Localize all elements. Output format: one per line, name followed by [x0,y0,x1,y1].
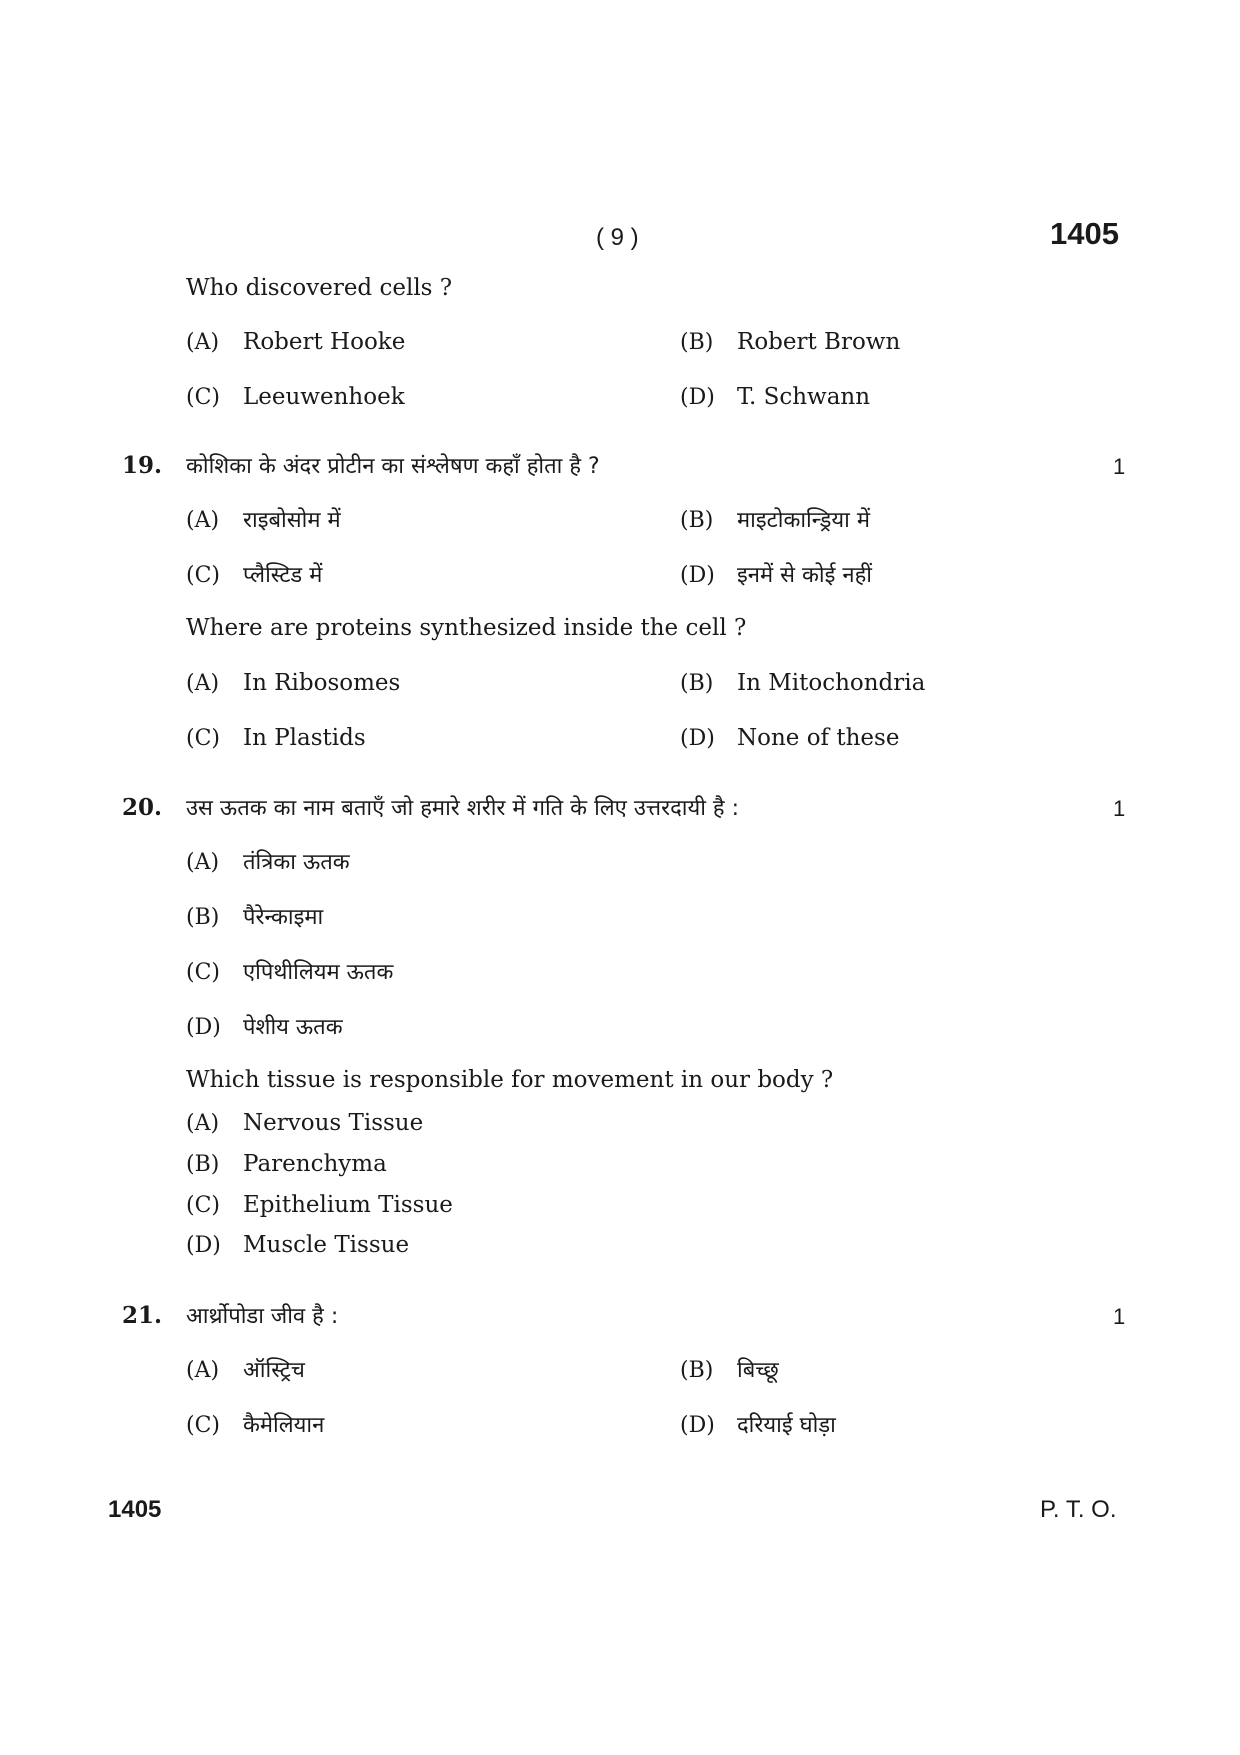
q20-hindi-option-c-label: (C) [186,960,220,985]
q18-english-question: Who discovered cells ? [186,275,453,301]
q19-hindi-option-d-text: इनमें से कोई नहीं [737,563,873,588]
page-number: ( 9 ) [596,224,639,251]
q21-hindi-option-c-label: (C) [186,1413,220,1438]
q20-hindi-question: उस ऊतक का नाम बताएँ जो हमारे शरीर में गति के लिए उत्तरदायी है : [186,796,740,821]
q18-option-a-text: Robert Hooke [243,329,406,355]
q19-marks: 1 [1113,454,1126,479]
q20-hindi-option-b-text: पैरेन्काइमा [243,905,324,930]
paper-code-header: 1405 [1050,216,1119,251]
q18-option-b-label: (B) [680,330,714,355]
q21-hindi-option-a-text: ऑस्ट्रिच [243,1358,305,1383]
q19-hindi-option-c-text: प्लैस्टिड में [243,563,323,588]
q19-hindi-option-a-text: राइबोसोम में [243,508,341,533]
q18-option-b-text: Robert Brown [737,329,901,355]
q20-hindi-option-b-label: (B) [186,905,220,930]
q19-english-option-b-label: (B) [680,671,714,696]
q19-hindi-option-b-text: माइटोकान्ड्रिया में [737,508,870,533]
q19-hindi-question: कोशिका के अंदर प्रोटीन का संश्लेषण कहाँ होता है ? [186,454,600,479]
q18-option-c-label: (C) [186,385,220,410]
q20-marks: 1 [1113,796,1126,821]
q20-hindi-option-c-text: एपिथीलियम ऊतक [243,960,394,985]
q20-english-option-a-text: Nervous Tissue [243,1110,424,1136]
q21-marks: 1 [1113,1304,1126,1329]
q21-hindi-option-d-text: दरियाई घोड़ा [737,1413,836,1438]
q20-english-option-d-text: Muscle Tissue [243,1232,410,1258]
q21-hindi-option-b-label: (B) [680,1358,714,1383]
q21-hindi-option-b-text: बिच्छू [737,1358,779,1383]
q20-english-question: Which tissue is responsible for movement in our body ? [186,1067,834,1093]
q21-hindi-option-c-text: कैमेलियान [243,1413,325,1438]
q19-number: 19. [122,452,163,479]
q19-english-option-c-text: In Plastids [243,725,366,751]
q18-option-c-text: Leeuwenhoek [243,384,405,410]
q19-english-option-d-label: (D) [680,726,715,751]
q19-english-option-d-text: None of these [737,725,900,751]
q20-hindi-option-d-label: (D) [186,1015,221,1040]
q18-option-d-label: (D) [680,385,715,410]
q19-hindi-option-a-label: (A) [186,508,220,533]
q18-option-d-text: T. Schwann [737,384,871,410]
q19-english-option-a-text: In Ribosomes [243,670,401,696]
q20-hindi-option-d-text: पेशीय ऊतक [243,1015,343,1040]
q19-english-option-a-label: (A) [186,671,220,696]
q20-number: 20. [122,794,163,821]
q21-hindi-option-d-label: (D) [680,1413,715,1438]
q20-english-option-c-label: (C) [186,1193,220,1218]
q20-hindi-option-a-text: तंत्रिका ऊतक [243,850,350,875]
q20-english-option-d-label: (D) [186,1233,221,1258]
q19-hindi-option-b-label: (B) [680,508,714,533]
q20-english-option-a-label: (A) [186,1111,220,1136]
q20-english-option-b-text: Parenchyma [243,1151,387,1177]
paper-code-footer: 1405 [108,1496,162,1523]
q19-hindi-option-c-label: (C) [186,563,220,588]
q20-hindi-option-a-label: (A) [186,850,220,875]
q20-english-option-b-label: (B) [186,1152,220,1177]
pto-label: P. T. O. [1040,1496,1117,1523]
q19-hindi-option-d-label: (D) [680,563,715,588]
q21-number: 21. [122,1302,163,1329]
q19-english-option-c-label: (C) [186,726,220,751]
q19-english-option-b-text: In Mitochondria [737,670,926,696]
q18-option-a-label: (A) [186,330,220,355]
q20-english-option-c-text: Epithelium Tissue [243,1192,453,1218]
q21-hindi-option-a-label: (A) [186,1358,220,1383]
q19-english-question: Where are proteins synthesized inside the cell ? [186,615,747,641]
q21-hindi-question: आर्थ्रोपोडा जीव है : [186,1304,339,1329]
